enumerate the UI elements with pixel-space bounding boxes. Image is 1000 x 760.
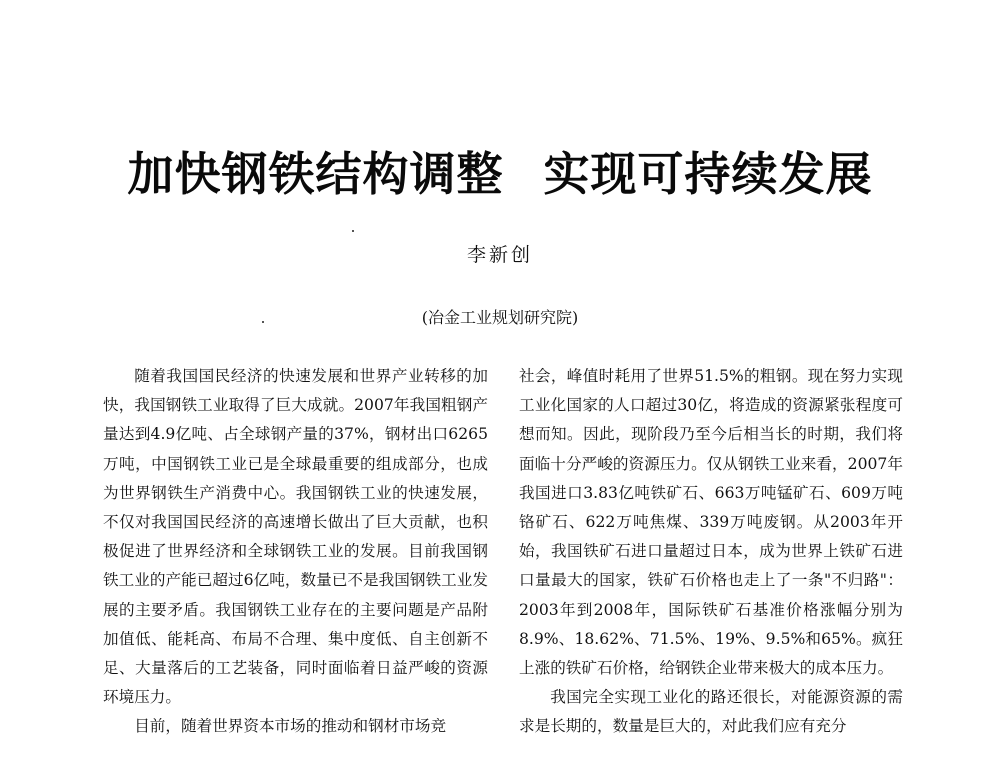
title-part-2: 实现可持续发展 [543, 147, 873, 201]
right-column [519, 362, 903, 742]
left-column [103, 362, 488, 742]
body-paragraph: 社会，峰值时耗用了世界51.5%的粗钢。现在努力实现工业化国家的人口超过30亿，将造成的资源紧张程度可想而知。因此，现阶段乃至今后相当长的时期，我们将面临十分严峻的资源压力。仅从钢铁工业来看，2007年我国进口3.83亿吨铁矿石、663万吨锰矿石、609万吨铬矿石、622万吨焦煤、339万吨废钢。从2003年开始，我国铁矿石进口量超过日本，成为世界上铁矿石进口量最大的国家，铁矿石价格也走上了一条"不归路"：2003年到2008年，国际铁矿石基准价格涨幅分别为8.9%、18.62%、71.5%、19%、9.5%和65%。疯狂上涨的铁矿石价格，给钢铁企业带来极大的成本压力。 [519, 367, 903, 678]
body-paragraph: 我国完全实现工业化的路还很长，对能源资源的需求是长期的，数量是巨大的，对此我们应有充分 [519, 688, 903, 736]
scan-speck [352, 230, 354, 232]
body-paragraph: 随着我国国民经济的快速发展和世界产业转移的加快，我国钢铁工业取得了巨大成就。2007年我国粗钢产量达到4.9亿吨、占全球钢产量的37%，钢材出口6265万吨，中国钢铁工业已是全球最重要的组成部分，也成为世界钢铁生产消费中心。我国钢铁工业的快速发展，不仅对我国国民经济的高速增长做出了巨大贡献，也积极促进了世界经济和全球钢铁工业的发展。目前我国钢铁工业的产能已超过6亿吨，数量已不是我国钢铁工业发展的主要矛盾。我国钢铁工业存在的主要问题是产品附加值低、能耗高、布局不合理、集中度低、自主创新不足、大量落后的工艺装备，同时面临着日益严峻的资源环境压力。 [103, 367, 488, 707]
title-part-1: 加快钢铁结构调整 [127, 147, 504, 201]
author-name: 李新创 [466, 244, 533, 266]
author-affiliation: (冶金工业规划研究院) [421, 308, 579, 327]
body-paragraph: 目前，随着世界资本市场的推动和钢材市场竞 [134, 717, 447, 736]
article-title [0, 138, 1000, 204]
